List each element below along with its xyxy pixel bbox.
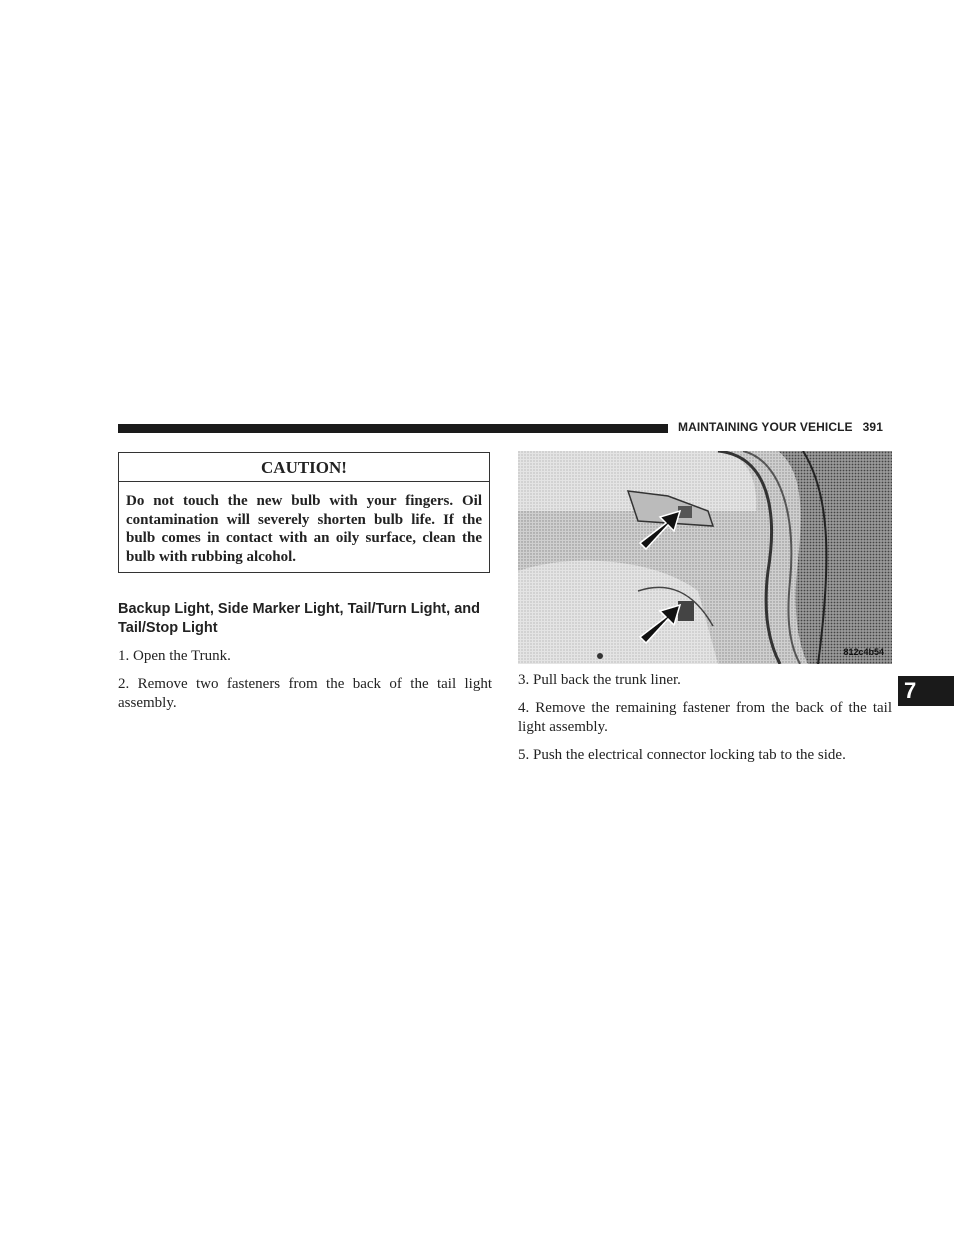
step-3: 3. Pull back the trunk liner. [518, 672, 681, 688]
trunk-illustration [518, 451, 892, 664]
trunk-illustration-graphic [518, 451, 892, 664]
caution-title: CAUTION! [119, 453, 489, 482]
step-2: 2. Remove two fasteners from the back of the tail light assembly. [118, 676, 492, 711]
chapter-tab: 7 [898, 676, 954, 706]
step-4: 4. Remove the remaining fastener from the back of the tail light assembly. [518, 700, 892, 735]
step-5: 5. Push the electrical connector locking tab to the side. [518, 747, 846, 763]
caution-text: Do not touch the new bulb with your fingers. Oil contamination will severely shorten bulb life. If the bulb comes in contact with an oily surface, clean the bulb with rubbing alcohol. [126, 493, 482, 566]
header-rule [118, 424, 668, 433]
step-1: 1. Open the Trunk. [118, 648, 231, 664]
header-section-title: MAINTAINING YOUR VEHICLE [678, 420, 853, 434]
section-heading: Backup Light, Side Marker Light, Tail/Turn Light, and Tail/Stop Light [118, 601, 480, 636]
caution-box [118, 452, 490, 573]
figure-code: 812c4b54 [843, 647, 884, 657]
running-header [678, 420, 892, 436]
page-number: 391 [862, 420, 883, 434]
